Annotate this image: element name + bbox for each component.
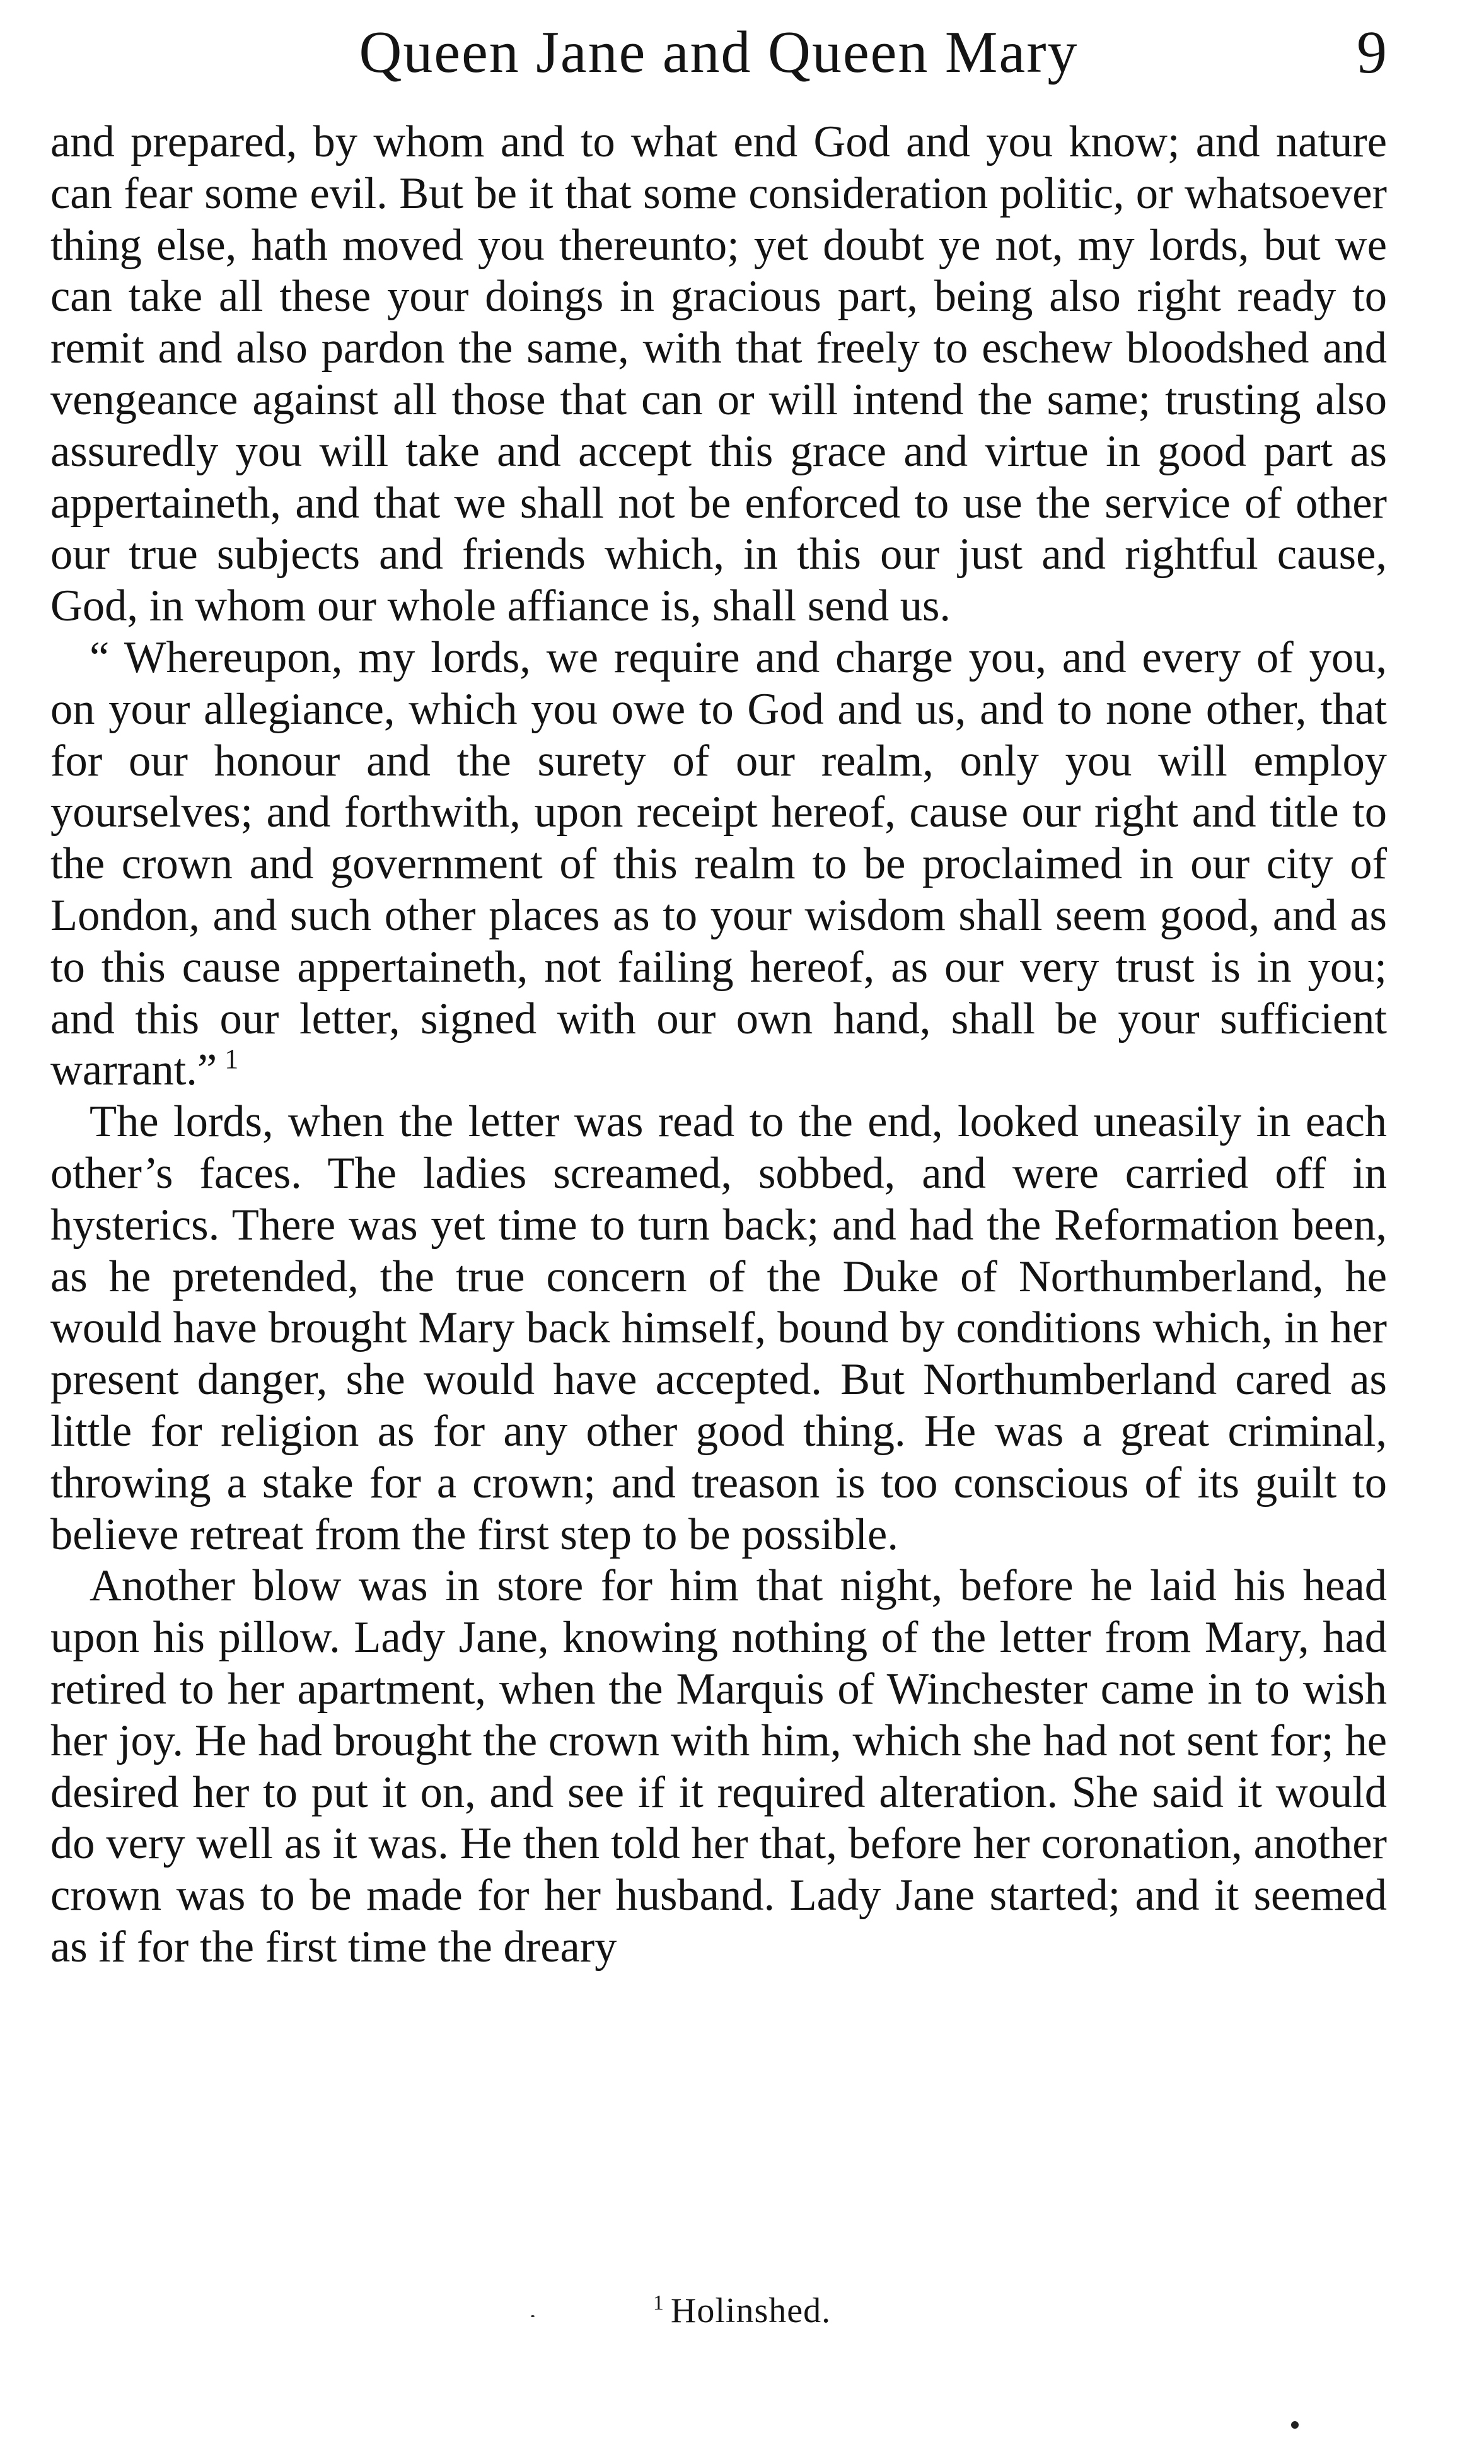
- paragraph-2-text: “ Whereupon, my lords, we require and charge you, and every of you, on your allegiance, which you owe to God and us, and to none other, that for our honour and the surety of our realm, only you will employ yourselves; and forthwith, upon receipt hereof, cause our right and title to the crown and government of this realm to be proclaimed in our city of London, and such other places as to your wisdom shall seem good, and as to this cause appertaineth, not failing hereof, as our very trust is in you; and this our letter, signed with our own hand, shall be your sufficient warrant.”: [50, 632, 1387, 1095]
- footnote-text: Holinshed.: [670, 2291, 832, 2330]
- paragraph-1: and prepared, by whom and to what end God and you know; and nature can fear some evil. But be it that some consideration politic, or whatsoever thing else, hath moved you thereunto; yet doubt ye not, my lords, but we can take all these your doings in gracious part, being also right ready to remit and also pardon the same, with that freely to eschew bloodshed and vengeance against all those that can or will intend the same; trusting also assuredly you will take and accept this grace and virtue in good part as appertaineth, and that we shall not be enforced to use the service of other our true subjects and friends which, in this our just and rightful cause, God, in whom our whole affiance is, shall send us.: [50, 117, 1387, 631]
- running-title: Queen Jane and Queen Mary: [359, 20, 1079, 85]
- body-text: [50, 117, 1387, 1973]
- ink-speck: [1291, 2421, 1299, 2429]
- paragraph-2: [50, 632, 1387, 1096]
- footnote-reference: 1: [224, 1043, 239, 1075]
- paragraph-3: The lords, when the letter was read to the end, looked uneasily in each other’s faces. The ladies screamed, sobbed, and were carried off in hysterics. There was yet time to turn back; and had the Reformation been, as he pretended, the true concern of the Duke of Northumberland, he would have brought Mary back himself, bound by conditions which, in her present danger, she would have accepted. But Northumberland cared as little for religion as for any other good thing. He was a great criminal, throwing a stake for a crown; and treason is too conscious of its guilt to believe retreat from the first step to be possible.: [50, 1097, 1387, 1559]
- ink-speck: [531, 2315, 535, 2317]
- paragraph-4: Another blow was in store for him that night, before he laid his head upon his pillow. Lady Jane, knowing nothing of the letter from Mary, had retired to her apartment, when the Marquis of Winchester came in to wish her joy. He had brought the crown with him, which she had not sent for; he desired her to put it on, and see if it required alteration. She said it would do very well as it was. He then told her that, before her coronation, another crown was to be made for her husband. Lady Jane started; and it seemed as if for the first time the dreary: [50, 1561, 1387, 1972]
- footnote: [0, 2289, 1484, 2333]
- page-number: 9: [1357, 18, 1387, 86]
- footnote-number: 1: [652, 2291, 664, 2315]
- page-header: [50, 18, 1387, 87]
